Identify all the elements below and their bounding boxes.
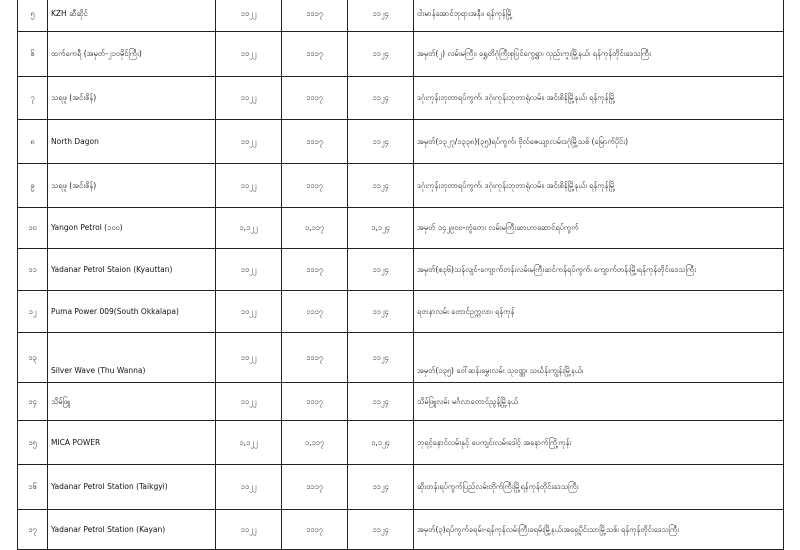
station-name: သရဖူ (အင်းစိန်) — [48, 77, 216, 120]
price-cell: ၁,၁၂၄ — [348, 421, 414, 465]
table-row — [18, 0, 784, 32]
station-name: Yadanar Petrol Staion (Kyauttan) — [48, 249, 216, 291]
price-cell: ၁၁၁၇ — [282, 77, 348, 120]
price-cell: ၁၁၂၂ — [216, 333, 282, 383]
station-address: သိမ်ဖြူလမ်း မင်္ဂလာတောင်ညွန့်မြို့နယ် — [414, 383, 784, 421]
row-number: ၁၆ — [18, 465, 48, 510]
price-cell: ၁၁၂၂ — [216, 510, 282, 550]
price-cell: ၁၁၂၄ — [348, 164, 414, 208]
price-cell: ၁၁၂၂ — [216, 465, 282, 510]
row-number: ၁၄ — [18, 383, 48, 421]
table-row — [18, 208, 784, 249]
row-number: ၉ — [18, 164, 48, 208]
price-cell: ၁၁၂၄ — [348, 0, 414, 32]
station-name: Puma Power 009(South Okkalapa) — [48, 291, 216, 333]
row-number: ၁၂ — [18, 291, 48, 333]
price-cell: ၁,၁၂၂ — [216, 208, 282, 249]
price-cell: ၁၁၁၇ — [282, 164, 348, 208]
station-address: ဒဂုံးကုန်းဘုတာရပ်ကွက်၊ ဒဂုံးကုန်းဘုတာရုံလမ်း၊ အင်းစိန်မြို့နယ်၊ ရန်ကုန်မြို့ — [414, 77, 784, 120]
price-cell: ၁၁၁၇ — [282, 333, 348, 383]
price-cell: ၁,၁၁၇ — [282, 208, 348, 249]
price-cell: ၁၁၁၇ — [282, 465, 348, 510]
row-number: ၁၇ — [18, 510, 48, 550]
table-row — [18, 249, 784, 291]
price-cell: ၁၁၂၂ — [216, 291, 282, 333]
row-number: ၇ — [18, 77, 48, 120]
station-name: MICA POWER — [48, 421, 216, 465]
price-cell: ၁၁၁၇ — [282, 32, 348, 77]
station-name: Yadanar Petrol Station (Taikgyi) — [48, 465, 216, 510]
station-address: ဆိုးတန်းရပ်ကွက်ပြည်လမ်းတိုက်ကြီးမြို့ရန်ကုန်တိုင်းဒေသကြီး — [414, 465, 784, 510]
table-row — [18, 32, 784, 77]
station-name: KZH ဆီဆိုင် — [48, 0, 216, 32]
row-number: ၁၅ — [18, 421, 48, 465]
price-cell: ၁၁၂၂ — [216, 32, 282, 77]
price-cell: ၁၁၂၂ — [216, 164, 282, 208]
station-name: Yangon Petrol (၁၀၀) — [48, 208, 216, 249]
price-cell: ၁၁၂၂ — [216, 249, 282, 291]
table-row — [18, 465, 784, 510]
price-cell: ၁၁၂၄ — [348, 77, 414, 120]
price-cell: ၁၁၁၇ — [282, 249, 348, 291]
station-name: သိမ်ဖြူ — [48, 383, 216, 421]
price-cell: ၁၁၁၇ — [282, 510, 348, 550]
price-cell: ၁၁၂၂ — [216, 120, 282, 164]
price-cell: ၁,၁၂၂ — [216, 421, 282, 465]
station-name: Yadanar Petrol Station (Kayan) — [48, 510, 216, 550]
price-cell: ၁,၁၂၄ — [348, 208, 414, 249]
station-address: ဘုရင့်နောင်လမ်းနှင့် ပေကျင်းလမ်းဒေါင့် အနောက်ကြို့ကုန်း — [414, 421, 784, 465]
station-address: အမှတ်(စ၃၆)သန်လျင်-ကျောက်တန်းလမ်းမကြီးဆင်ကန်ရပ်ကွက်၊ ကျောက်တန်းမြို့၊ရန်ကုန်တိုင်းဒေသကြီး — [414, 249, 784, 291]
table-row — [18, 421, 784, 465]
table-row — [18, 120, 784, 164]
station-address: ငါးမာန်အောင်ဘုရားအနီး၊ ရန်ကုန်မြို့ — [414, 0, 784, 32]
row-number: ၁၃ — [18, 333, 48, 383]
price-cell: ၁၁၁၇ — [282, 291, 348, 333]
table-row — [18, 510, 784, 550]
table-row — [18, 383, 784, 421]
price-cell: ၁၁၂၄ — [348, 249, 414, 291]
row-number: ၈ — [18, 120, 48, 164]
table-row — [18, 333, 784, 383]
price-cell: ၁၁၂၄ — [348, 333, 414, 383]
price-cell: ၁၁၁၇ — [282, 120, 348, 164]
price-cell: ၁၁၂၂ — [216, 383, 282, 421]
row-number: ၁၀ — [18, 208, 48, 249]
price-cell: ၁၁၂၂ — [216, 0, 282, 32]
price-cell: ၁၁၂၄ — [348, 510, 414, 550]
station-address: အမှတ်(၂) လမ်းမကြီး၊ ရွှေတိဂုံကြီးစုပြင်ကွေ့ရွာ၊ လှည်းကူးမြို့နယ်၊ ရန်ကုန်တိုင်းဒေသကြီး — [414, 32, 784, 77]
price-cell: ၁၁၂၄ — [348, 383, 414, 421]
row-number: ၅ — [18, 0, 48, 32]
station-name: Silver Wave (Thu Wanna) — [48, 333, 216, 383]
station-name: သရဖူ (အင်းစိန်) — [48, 164, 216, 208]
station-address: ရတနာလမ်း တောင်ဥက္ကလာ၊ ရန်ကုန် — [414, 291, 784, 333]
station-name: North Dagon — [48, 120, 216, 164]
price-cell: ၁၁၂၄ — [348, 465, 414, 510]
station-address: အမှတ် ၁၄၂၉၀၀-တွံတေး လမ်းမကြီးဆာဟာဆောင်ရပ်ကွက် — [414, 208, 784, 249]
price-cell: ၁,၁၁၇ — [282, 421, 348, 465]
row-number: ၁၁ — [18, 249, 48, 291]
price-cell: ၁၁၂၂ — [216, 77, 282, 120]
price-cell: ၁၁၂၄ — [348, 291, 414, 333]
station-name: ထက်ကေရီ (အမှတ်-၂၁၀မိုင်ကြီး) — [48, 32, 216, 77]
station-address: အမှတ်(၁၃၂၇/၁၃၃၈)(၃၅)ရပ်ကွက်၊ ဗိုလ်ဇေယျာလမ်းဒဂုံမြို့သစ် (မြောက်ပိုင်း) — [414, 120, 784, 164]
row-number: ၆ — [18, 32, 48, 77]
station-address: အမှတ်(၃)ရပ်ကွက်ခရမ်း-ရန်ကုန်လမ်းကြီးခရမ်းမြို့နယ်၊အရှေ့ပိုင်းသာမြို့သစ်၊ ရန်ကုန်တိုင်းဒေသကြီး — [414, 510, 784, 550]
table-row — [18, 77, 784, 120]
table-row — [18, 291, 784, 333]
station-address: ဒဂုံးကုန်းဘုတာရပ်ကွက်၊ ဒဂုံးကုန်းဘုတာရုံလမ်း၊ အင်းစိန်မြို့နယ်၊ ရန်ကုန်မြို့ — [414, 164, 784, 208]
price-cell: ၁၁၂၄ — [348, 32, 414, 77]
fuel-price-table — [17, 0, 784, 550]
price-cell: ၁၁၁၇ — [282, 383, 348, 421]
price-cell: ၁၁၁၇ — [282, 0, 348, 32]
table-row — [18, 164, 784, 208]
station-address: အမှတ်(၁၃၅) ဝေါ်ဆန်းမွှေးလမ်း သုဝဏ္ဏ၊ သင်္ဃန်းကျွန်းမြို့နယ်၊ — [414, 333, 784, 383]
price-cell: ၁၁၂၄ — [348, 120, 414, 164]
